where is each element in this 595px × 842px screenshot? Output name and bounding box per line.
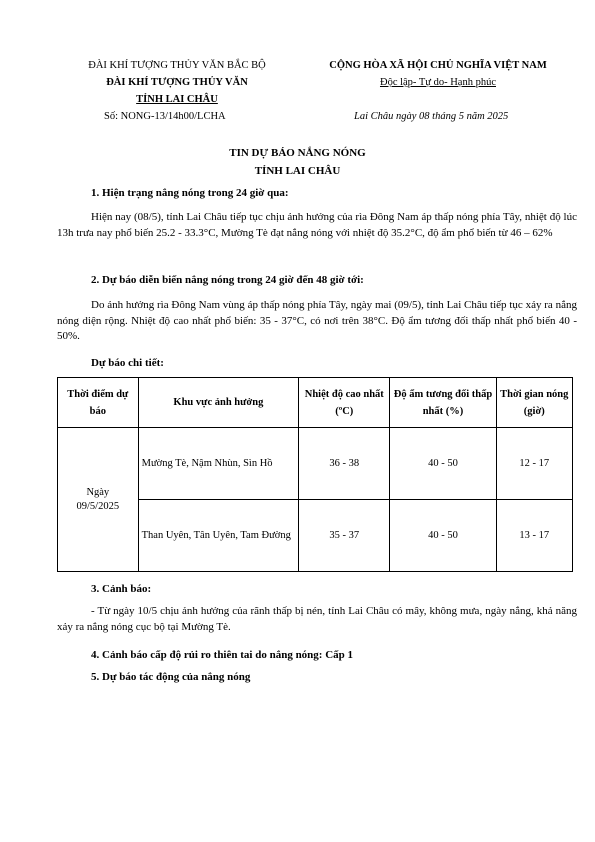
section-1-heading: 1. Hiện trạng nắng nóng trong 24 giờ qua: xyxy=(91,187,289,199)
header-hours: Thời gian nóng (giờ) xyxy=(496,378,572,428)
table-row xyxy=(58,428,573,500)
section-5-heading: 5. Dự báo tác động của nắng nóng xyxy=(91,671,251,683)
agency-name-line2: TỈNH LAI CHÂU xyxy=(136,94,218,105)
humidity-cell: 40 - 50 xyxy=(390,428,496,500)
header-time: Thời điểm dự báo xyxy=(58,378,139,428)
hours-cell: 13 - 17 xyxy=(496,500,572,572)
area-cell: Than Uyên, Tân Uyên, Tam Đường xyxy=(138,500,299,572)
header-area: Khu vực ảnh hưởng xyxy=(138,378,299,428)
republic-name: CỘNG HÒA XÃ HỘI CHỦ NGHĨA VIỆT NAM xyxy=(329,60,547,71)
doc-subtitle: TỈNH LAI CHÂU xyxy=(254,165,341,177)
hours-cell: 12 - 17 xyxy=(496,428,572,500)
detail-label: Dự báo chi tiết: xyxy=(91,357,164,369)
doc-number: Số: NONG-13/14h00/LCHA xyxy=(104,111,226,122)
header-temp: Nhiệt độ cao nhất (ºC) xyxy=(299,378,390,428)
republic-block xyxy=(300,57,576,91)
section-1-text: Hiện nay (08/5), tỉnh Lai Châu tiếp tục chịu ảnh hưởng của rìa Đông Nam áp thấp nóng phía Tây, nhiệt độ lúc 13h trưa nay phổ biến 25.2 - 33.3°C, Mường Tè đạt nắng nóng với nhiệt độ 35.2°C, độ ẩm phổ biến từ 46 – 62% xyxy=(57,211,577,239)
date-label: Ngày xyxy=(86,486,110,498)
place-date: Lai Châu ngày 08 tháng 5 năm 2025 xyxy=(354,111,509,122)
agency-parent: ĐÀI KHÍ TƯỢNG THỦY VĂN BẮC BỘ xyxy=(88,60,266,71)
section-4-heading: 4. Cảnh báo cấp độ rủi ro thiên tai do nắng nóng: Cấp 1 xyxy=(91,649,354,661)
header-humidity: Độ ẩm tương đối thấp nhất (%) xyxy=(390,378,496,428)
temp-cell: 36 - 38 xyxy=(299,428,390,500)
agency-block xyxy=(66,57,288,108)
table-header-row xyxy=(58,378,573,428)
section-3-heading: 3. Cảnh báo: xyxy=(91,583,152,595)
temp-cell: 35 - 37 xyxy=(299,500,390,572)
section-3-text: - Từ ngày 10/5 chịu ảnh hưởng của rãnh thấp bị nén, tỉnh Lai Châu có mây, không mưa, ngày nắng, khả năng xảy ra nắng nóng cục bộ tại Mường Tè. xyxy=(57,605,577,633)
forecast-table xyxy=(57,377,573,572)
area-cell: Mường Tè, Nậm Nhùn, Sìn Hồ xyxy=(138,428,299,500)
forecast-date-cell xyxy=(58,428,139,572)
doc-title: TIN DỰ BÁO NẮNG NÓNG xyxy=(229,147,366,159)
date-value: 09/5/2025 xyxy=(76,500,120,512)
section-2-heading: 2. Dự báo diễn biến nắng nóng trong 24 giờ đến 48 giờ tới: xyxy=(91,274,364,286)
motto: Độc lập- Tự do- Hạnh phúc xyxy=(379,77,496,88)
humidity-cell: 40 - 50 xyxy=(390,500,496,572)
section-2-text: Do ảnh hưởng rìa Đông Nam vùng áp thấp nóng phía Tây, ngày mai (09/5), tỉnh Lai Châu tiếp tục xảy ra nắng nóng diện rộng. Nhiệt độ cao nhất phổ biến: 35 - 37°C, có nơi trên 38°C. Độ ẩm tương đối thấp nhất phổ biến 40 - 50%. xyxy=(57,299,577,342)
agency-name-line1: ĐÀI KHÍ TƯỢNG THỦY VĂN xyxy=(106,77,248,88)
